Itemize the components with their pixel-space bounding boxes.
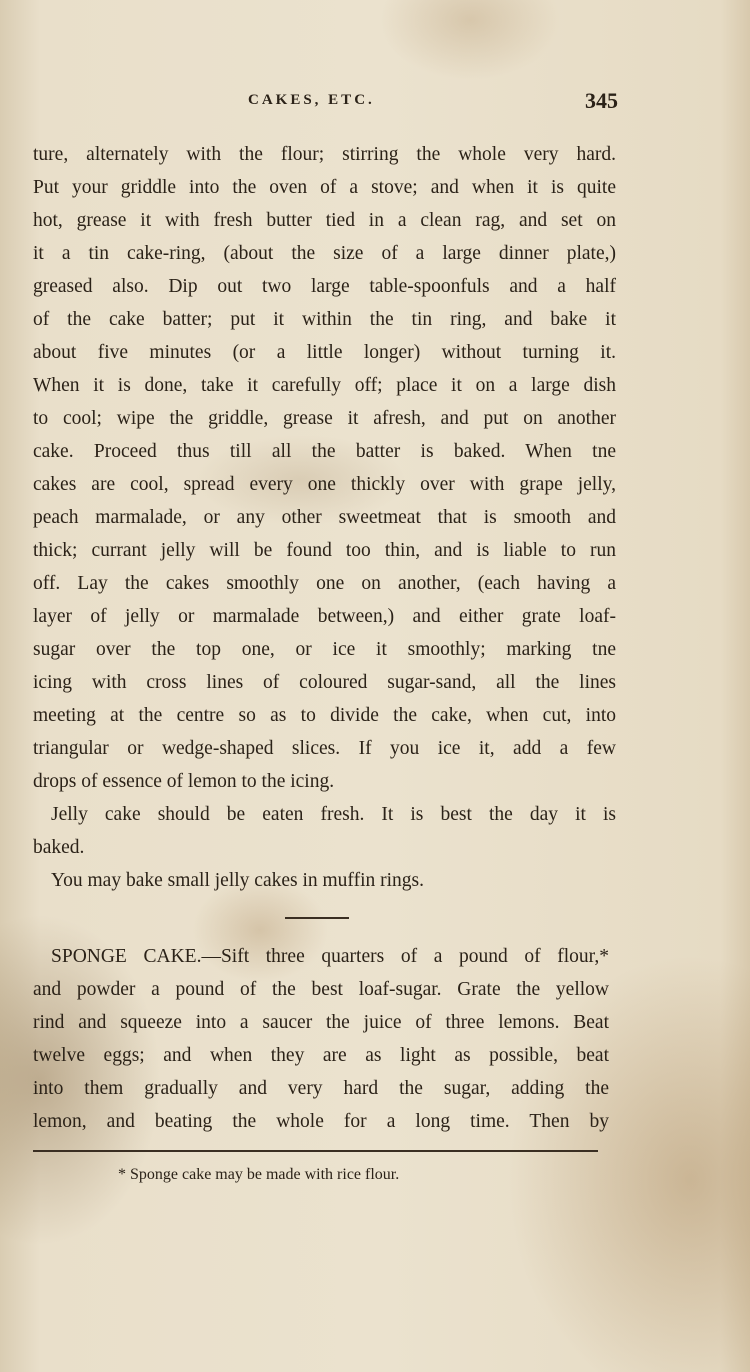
text-line: about five minutes (or a little longer) without turning it. xyxy=(33,342,616,363)
text-line: lemon, and beating the whole for a long time. Then by xyxy=(33,1111,609,1132)
footnote-rule xyxy=(33,1150,598,1152)
paragraph-jelly-cake-end: baked. xyxy=(33,837,85,858)
text-line: ture, alternately with the flour; stirring the whole very hard. xyxy=(33,144,616,165)
text-line: to cool; wipe the griddle, grease it afresh, and put on another xyxy=(33,408,616,429)
running-head: CAKES, ETC. xyxy=(248,92,375,108)
text-line: drops of essence of lemon to the icing. xyxy=(33,771,335,792)
text-line: greased also. Dip out two large table-spoonfuls and a half xyxy=(33,276,616,297)
text-line: layer of jelly or marmalade between,) and either grate loaf- xyxy=(33,606,616,627)
recipe-first-line-text: Sift three quarters of a pound of flour,* xyxy=(220,946,610,967)
page-number: 345 xyxy=(585,88,618,113)
text-line: into them gradually and very hard the sugar, adding the xyxy=(33,1078,609,1099)
text-line: meeting at the centre so as to divide the cake, when cut, into xyxy=(33,705,616,726)
page-header xyxy=(0,88,750,118)
text-line: hot, grease it with fresh butter tied in a clean rag, and set on xyxy=(33,210,616,231)
text-line: it a tin cake-ring, (about the size of a large dinner plate,) xyxy=(33,243,616,264)
text-line: thick; currant jelly will be found too thin, and is liable to run xyxy=(33,540,616,561)
footnote: * Sponge cake may be made with rice flour. xyxy=(118,1166,400,1183)
recipe-title: SPONGE CAKE. xyxy=(51,946,202,967)
text-line: rind and squeeze into a saucer the juice of three lemons. Beat xyxy=(33,1012,609,1033)
main-text xyxy=(33,138,616,897)
recipe-dash: — xyxy=(201,946,221,967)
text-line: off. Lay the cakes smoothly one on another, (each having a xyxy=(33,573,616,594)
text-line: and powder a pound of the best loaf-sugar. Grate the yellow xyxy=(33,979,609,1000)
text-line: cakes are cool, spread every one thickly over with grape jelly, xyxy=(33,474,616,495)
text-line: twelve eggs; and when they are as light as possible, beat xyxy=(33,1045,609,1066)
text-line: triangular or wedge-shaped slices. If you ice it, add a few xyxy=(33,738,616,759)
text-line: sugar over the top one, or ice it smoothly; marking tne xyxy=(33,639,616,660)
text-line: cake. Proceed thus till all the batter is baked. When tne xyxy=(33,441,616,462)
section-divider xyxy=(285,917,349,919)
paragraph-muffin-rings: You may bake small jelly cakes in muffin rings. xyxy=(51,870,424,891)
text-line: icing with cross lines of coloured sugar-sand, all the lines xyxy=(33,672,616,693)
paragraph-jelly-cake-line: Jelly cake should be eaten fresh. It is best the day it is xyxy=(51,804,616,825)
text-line: of the cake batter; put it within the tin ring, and bake it xyxy=(33,309,616,330)
text-line: Put your griddle into the oven of a stove; and when it is quite xyxy=(33,177,616,198)
recipe-first-line xyxy=(33,940,609,973)
text-line: When it is done, take it carefully off; place it on a large dish xyxy=(33,375,616,396)
sponge-cake-recipe xyxy=(33,940,609,1138)
text-line: peach marmalade, or any other sweetmeat that is smooth and xyxy=(33,507,616,528)
